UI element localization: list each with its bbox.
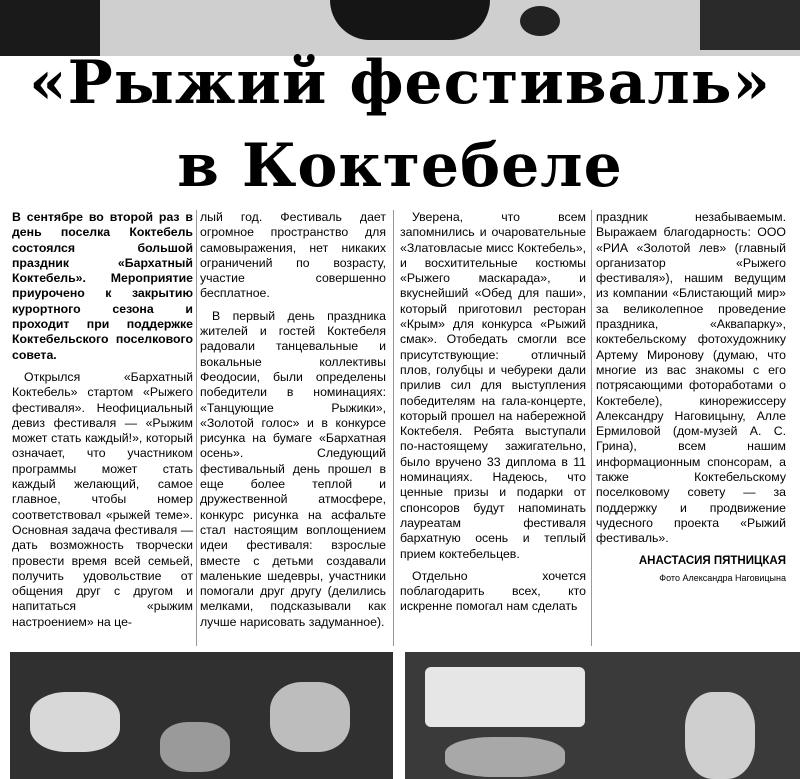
article-column-4 <box>596 210 786 584</box>
author-signature: АНАСТАСИЯ ПЯТНИЦКАЯ <box>638 554 786 567</box>
article-paragraph: лый год. Фестиваль дает огромное пространство для самовыражения, нет никаких ограничений по возрасту, участие совершенно бесплатное. <box>200 210 386 301</box>
column-divider <box>393 210 394 646</box>
article-column-2 <box>200 210 386 637</box>
article-lead: В сентябре во второй раз в день поселка Коктебель состоялся большой праздник «Бархатный Коктебель». Мероприятие приурочено к закрытию курортного сезона и проходит при поддержке Коктебельского поселкового совета. <box>12 210 193 362</box>
headline-line-1: «Рыжий фестиваль» <box>29 48 771 118</box>
column-divider <box>591 210 592 646</box>
article-paragraph: В первый день праздника жителей и гостей Коктебеля радовали танцевальные и вокальные коллективы Феодосии, были определены победители в номинациях: «Танцующие Рыжики», «Золотой голос» и в конкурсе рисунка на бумаге «Бархатная осень». Следующий фестивальный день прошел в еще более теплой и дружественной атмосфере, конкурс рисунка на асфальте стал настоящим воплощением идеи фестиваля: взрослые вместе с детьми создавали маленькие шедевры, участники помогали друг другу (делились мелками, подсказывали как лучше нарисовать задуманное). <box>200 308 386 629</box>
article-column-3 <box>400 210 586 622</box>
column-divider <box>196 210 197 646</box>
bottom-left-photo <box>10 652 393 779</box>
bottom-right-photo <box>405 652 800 779</box>
article-paragraph: праздник незабываемым. Выражаем благодарность: ООО «РИА «Золотой лев» (главный организатор «Рыжего фестиваля»), нашим ведущим из компании «Блистающий мир» за великолепное проведение праздника, «Аквапарку», коктебельскому фотохудожнику Артему Миронову (думаю, что многие из вас знакомы с его потрясающими фотоработами о Коктебеле), кинорежиссеру Александру Наговицыну, Алле Ермиловой (дом-музей А. С. Грина), всем нашим информационным спонсорам, а также Коктебельскому поселковому совету — за поддержку и продвижение чудесного проекта «Рыжий фестиваль». <box>596 210 786 546</box>
article-paragraph: Уверена, что всем запомнились и очаровательные «Златовласые мисс Коктебель», и восхитительные костюмы «Рыжего маскарада», и вкуснейший «Обед для паши», который приготовил ресторан «Крым» для конкурса «Рыжий смак». Отобедать смогли все присутствующие: отличный плов, голубцы и чебуреки дали прилив сил для выступления победителям на гала-концерте, который прошел на набережной Коктебеля. Ребята выступали по-настоящему зажигательно, было вручено 33 диплома в 11 номинациях. Надеюсь, что ценные призы и подарки от спонсоров будут напоминать лауреатам фестиваля бархатную осень и теплый прием коктебельцев. <box>400 210 586 561</box>
article-paragraph: Открылся «Бархатный Коктебель» стартом «Рыжего фестиваля». Неофициальный девиз фестиваля — «Рыжим может стать каждый!», который означает, что участником программы может стать каждый желающий, самое главное, чтобы номер соответствовал «рыжей теме». Основная задача фестиваля — дать возможность творчески провести время всей семьей, получить удовольствие от общения друг с другом и напитаться «рыжим настроением» на це- <box>12 369 193 629</box>
article-paragraph: Отдельно хочется поблагодарить всех, кто искренне помогал нам сделать <box>400 568 586 614</box>
article-column-1 <box>12 210 193 637</box>
photo-credit: Фото Александра Наговицына <box>659 572 786 583</box>
headline-line-2: в Коктебеле <box>177 131 623 201</box>
